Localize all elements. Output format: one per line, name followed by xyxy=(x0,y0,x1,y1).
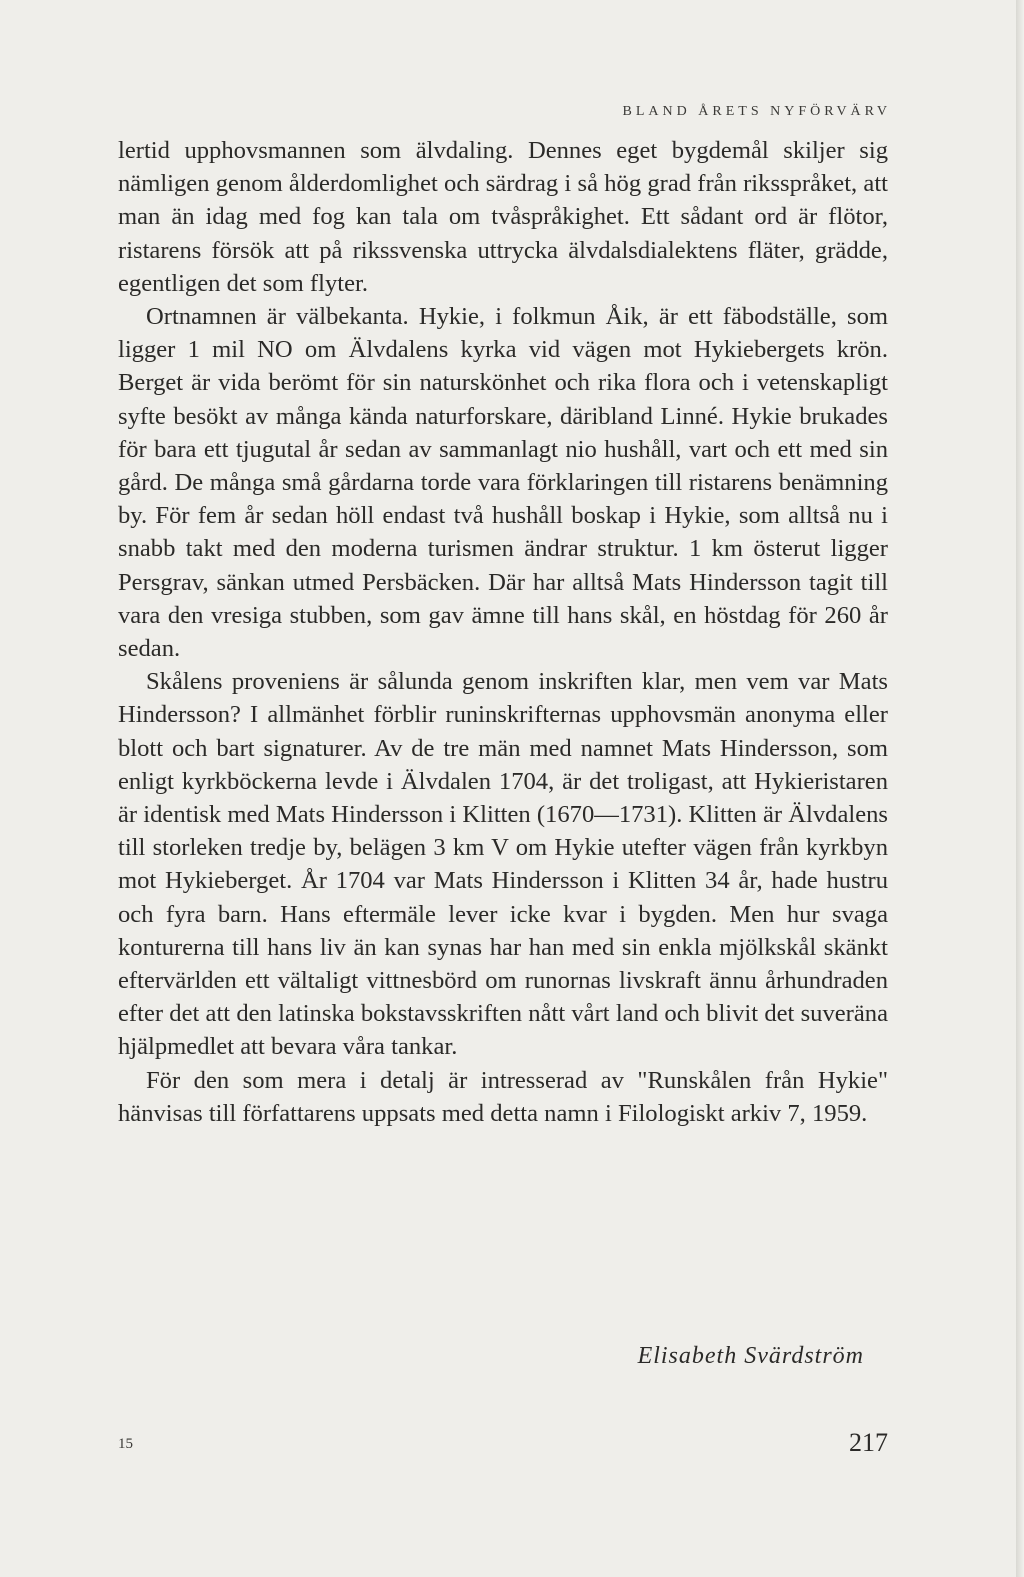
article-body xyxy=(118,134,888,1130)
paragraph: Ortnamnen är välbekanta. Hykie, i folkmun Åik, är ett fäbodställe, som ligger 1 mil NO om Älvdalens kyrka vid vägen mot Hykiebergets krön. Berget är vida berömt för sin naturskönhet och rika flora och i vetenskapligt syfte besökt av många kända naturforskare, däribland Linné. Hykie brukades för bara ett tjugutal år sedan av sammanlagt nio hushåll, vart och ett med sin gård. De många små gårdarna torde vara förklaringen till ristarens benämning by. För fem år sedan höll endast två hushåll boskap i Hykie, som alltså nu i snabb takt med den moderna turismen ändrar struktur. 1 km österut ligger Persgrav, sänkan utmed Persbäcken. Där har alltså Mats Hindersson tagit till vara den vresiga stubben, som gav ämne till hans skål, en höstdag för 260 år sedan. xyxy=(118,303,888,663)
paragraph: För den som mera i detalj är intresserad av "Runskålen från Hykie" hänvisas till författarens uppsats med detta namn i Filologiskt arkiv 7, 1959. xyxy=(118,1066,888,1127)
author-signature: Elisabeth Svärdström xyxy=(637,1343,864,1369)
running-head: BLAND ÅRETS NYFÖRVÄRV xyxy=(622,104,891,119)
printer-signature-mark: 15 xyxy=(118,1436,133,1452)
page-edge xyxy=(1016,0,1024,1577)
page-number: 217 xyxy=(849,1428,888,1457)
paragraph: lertid upphovsmannen som älvdaling. Dennes eget bygdemål skiljer sig nämligen genom ålderdomlighet och särdrag i så hög grad från riksspråket, att man än idag med fog kan tala om tvåspråkighet. Ett sådant ord är flötor, ristarens försök att på rikssvenska uttrycka älvdalsdialektens fläter, grädde, egentligen det som flyter. xyxy=(118,137,888,297)
paragraph: Skålens proveniens är sålunda genom inskriften klar, men vem var Mats Hindersson? I allmänhet förblir runinskrifternas upphovsmän anonyma eller blott och bart signaturer. Av de tre män med namnet Mats Hindersson, som enligt kyrkböckerna levde i Älvdalen 1704, är det troligast, att Hykieristaren är identisk med Mats Hindersson i Klitten (1670—1731). Klitten är Älvdalens till storleken tredje by, belägen 3 km V om Hykie utefter vägen från kyrkbyn mot Hykieberget. År 1704 var Mats Hindersson i Klitten 34 år, hade hustru och fyra barn. Hans eftermäle lever icke kvar i bygden. Men hur svaga konturerna till hans liv än kan synas har han med sin enkla mjölkskål skänkt eftervärlden ett vältaligt vittnesbörd om runornas livskraft ännu århundraden efter det att den latinska bokstavsskriften nått vårt land och blivit det suveräna hjälpmedlet att bevara våra tankar. xyxy=(118,668,888,1061)
